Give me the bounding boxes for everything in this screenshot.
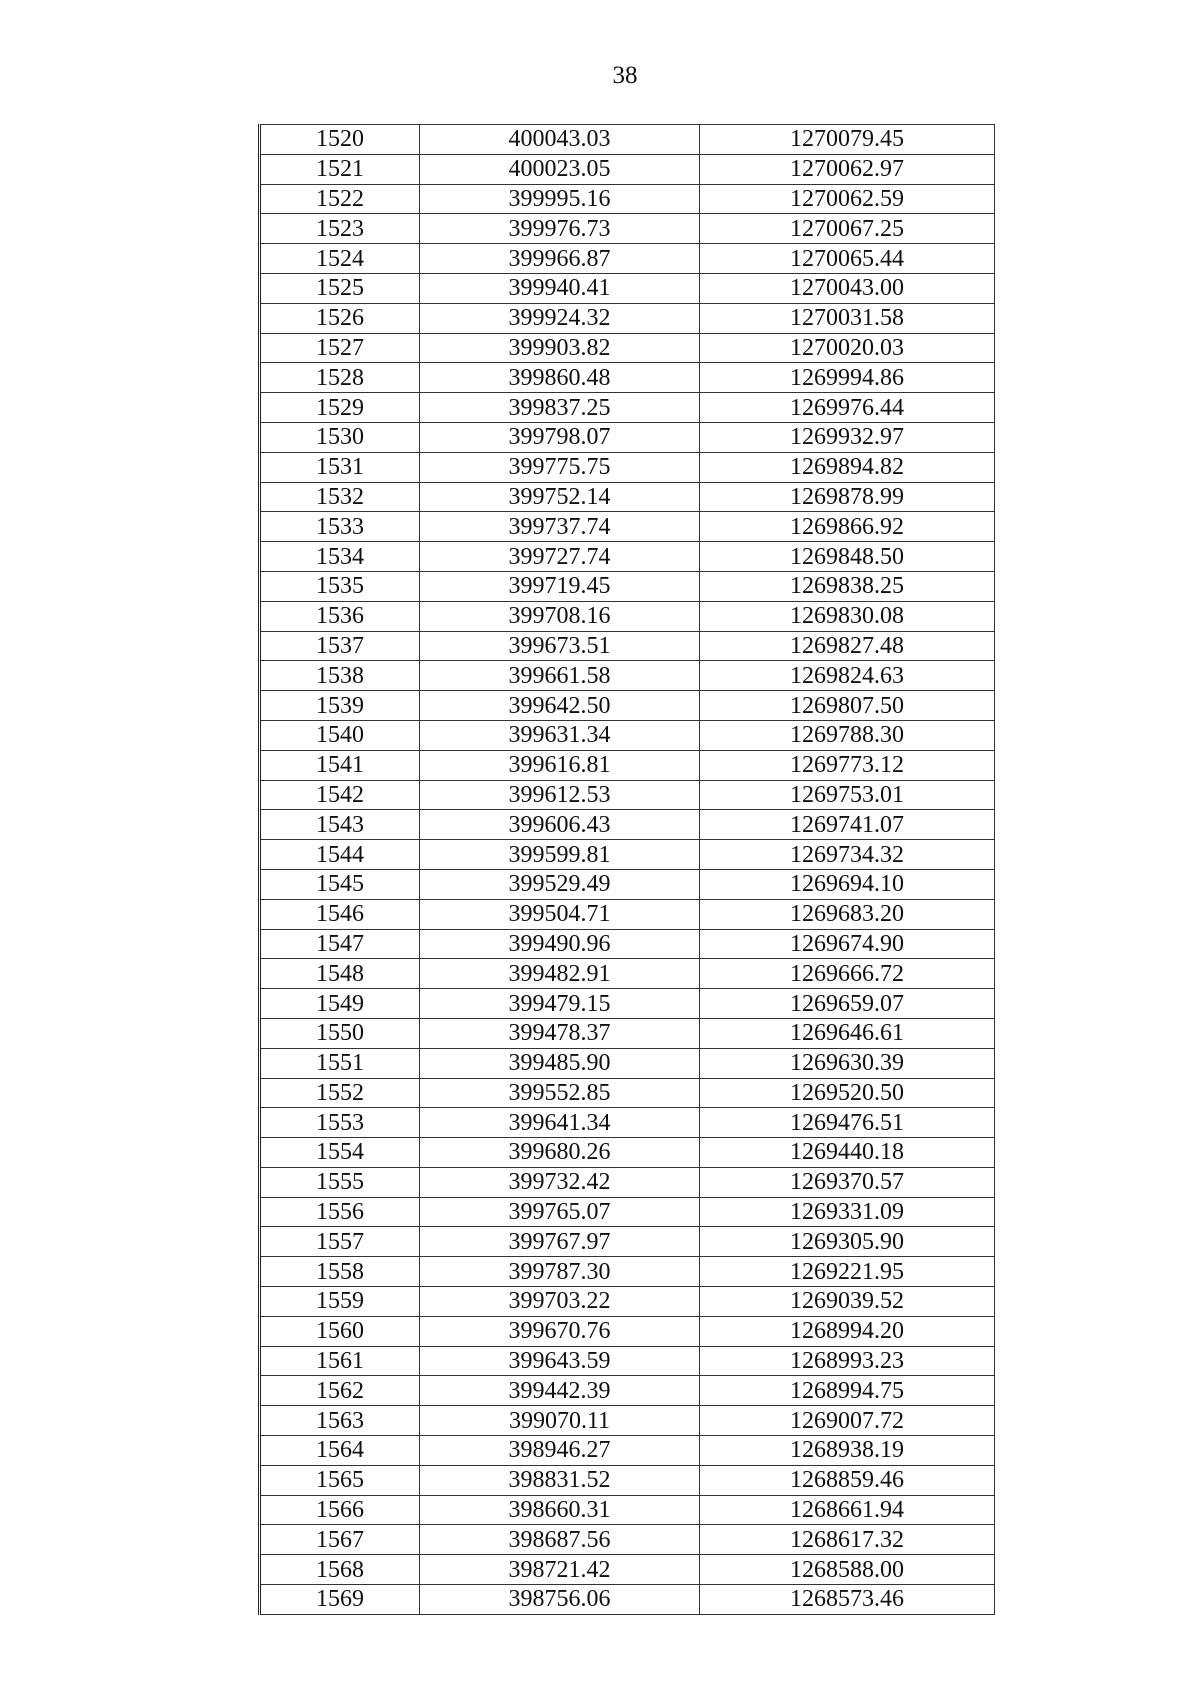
- x-coordinate-cell: 399442.39: [420, 1376, 700, 1406]
- y-coordinate-cell: 1270062.59: [700, 184, 995, 214]
- table-body: [260, 125, 995, 1615]
- table-row: [260, 244, 995, 274]
- point-number-cell: 1530: [260, 422, 420, 452]
- x-coordinate-cell: 399727.74: [420, 542, 700, 572]
- x-coordinate-cell: 399612.53: [420, 780, 700, 810]
- table-row: [260, 810, 995, 840]
- x-coordinate-cell: 399599.81: [420, 840, 700, 870]
- x-coordinate-cell: 399798.07: [420, 422, 700, 452]
- table-row: [260, 1465, 995, 1495]
- y-coordinate-cell: 1270062.97: [700, 154, 995, 184]
- y-coordinate-cell: 1269476.51: [700, 1108, 995, 1138]
- table-row: [260, 512, 995, 542]
- point-number-cell: 1557: [260, 1227, 420, 1257]
- y-coordinate-cell: 1269932.97: [700, 422, 995, 452]
- x-coordinate-cell: 399940.41: [420, 273, 700, 303]
- point-number-cell: 1524: [260, 244, 420, 274]
- point-number-cell: 1544: [260, 840, 420, 870]
- point-number-cell: 1555: [260, 1167, 420, 1197]
- x-coordinate-cell: 399670.76: [420, 1316, 700, 1346]
- table-row: [260, 542, 995, 572]
- point-number-cell: 1548: [260, 959, 420, 989]
- x-coordinate-cell: 399903.82: [420, 333, 700, 363]
- y-coordinate-cell: 1269674.90: [700, 929, 995, 959]
- table-row: [260, 929, 995, 959]
- y-coordinate-cell: 1269659.07: [700, 989, 995, 1019]
- x-coordinate-cell: 399703.22: [420, 1287, 700, 1317]
- table-row: [260, 1585, 995, 1615]
- table-row: [260, 1257, 995, 1287]
- y-coordinate-cell: 1269007.72: [700, 1406, 995, 1436]
- table-row: [260, 899, 995, 929]
- y-coordinate-cell: 1269305.90: [700, 1227, 995, 1257]
- x-coordinate-cell: 398687.56: [420, 1525, 700, 1555]
- table-row: [260, 363, 995, 393]
- y-coordinate-cell: 1268588.00: [700, 1555, 995, 1585]
- point-number-cell: 1562: [260, 1376, 420, 1406]
- point-number-cell: 1545: [260, 869, 420, 899]
- x-coordinate-cell: 399642.50: [420, 691, 700, 721]
- table-row: [260, 750, 995, 780]
- y-coordinate-cell: 1268573.46: [700, 1585, 995, 1615]
- table-row: [260, 1048, 995, 1078]
- table-row: [260, 661, 995, 691]
- y-coordinate-cell: 1269039.52: [700, 1287, 995, 1317]
- point-number-cell: 1529: [260, 393, 420, 423]
- point-number-cell: 1558: [260, 1257, 420, 1287]
- y-coordinate-cell: 1270031.58: [700, 303, 995, 333]
- x-coordinate-cell: 399775.75: [420, 452, 700, 482]
- point-number-cell: 1520: [260, 125, 420, 155]
- y-coordinate-cell: 1269773.12: [700, 750, 995, 780]
- y-coordinate-cell: 1269753.01: [700, 780, 995, 810]
- point-number-cell: 1546: [260, 899, 420, 929]
- x-coordinate-cell: 399504.71: [420, 899, 700, 929]
- x-coordinate-cell: 399708.16: [420, 601, 700, 631]
- table-row: [260, 1525, 995, 1555]
- table-row: [260, 303, 995, 333]
- x-coordinate-cell: 399485.90: [420, 1048, 700, 1078]
- x-coordinate-cell: 399924.32: [420, 303, 700, 333]
- y-coordinate-cell: 1269994.86: [700, 363, 995, 393]
- coordinates-table: [258, 124, 995, 1615]
- table-row: [260, 840, 995, 870]
- table-row: [260, 154, 995, 184]
- y-coordinate-cell: 1270067.25: [700, 214, 995, 244]
- point-number-cell: 1535: [260, 571, 420, 601]
- table-row: [260, 631, 995, 661]
- x-coordinate-cell: 399787.30: [420, 1257, 700, 1287]
- x-coordinate-cell: 398660.31: [420, 1495, 700, 1525]
- point-number-cell: 1528: [260, 363, 420, 393]
- table-row: [260, 1495, 995, 1525]
- x-coordinate-cell: 399732.42: [420, 1167, 700, 1197]
- table-row: [260, 720, 995, 750]
- y-coordinate-cell: 1269440.18: [700, 1138, 995, 1168]
- point-number-cell: 1534: [260, 542, 420, 572]
- x-coordinate-cell: 399631.34: [420, 720, 700, 750]
- x-coordinate-cell: 399976.73: [420, 214, 700, 244]
- point-number-cell: 1567: [260, 1525, 420, 1555]
- point-number-cell: 1565: [260, 1465, 420, 1495]
- x-coordinate-cell: 399616.81: [420, 750, 700, 780]
- x-coordinate-cell: 399606.43: [420, 810, 700, 840]
- y-coordinate-cell: 1268859.46: [700, 1465, 995, 1495]
- point-number-cell: 1526: [260, 303, 420, 333]
- y-coordinate-cell: 1269894.82: [700, 452, 995, 482]
- point-number-cell: 1561: [260, 1346, 420, 1376]
- x-coordinate-cell: 399479.15: [420, 989, 700, 1019]
- y-coordinate-cell: 1270079.45: [700, 125, 995, 155]
- x-coordinate-cell: 399552.85: [420, 1078, 700, 1108]
- table-row: [260, 1167, 995, 1197]
- y-coordinate-cell: 1268617.32: [700, 1525, 995, 1555]
- y-coordinate-cell: 1269878.99: [700, 482, 995, 512]
- point-number-cell: 1559: [260, 1287, 420, 1317]
- point-number-cell: 1551: [260, 1048, 420, 1078]
- y-coordinate-cell: 1269824.63: [700, 661, 995, 691]
- table-row: [260, 601, 995, 631]
- point-number-cell: 1553: [260, 1108, 420, 1138]
- y-coordinate-cell: 1269866.92: [700, 512, 995, 542]
- table-row: [260, 214, 995, 244]
- table-row: [260, 1197, 995, 1227]
- point-number-cell: 1533: [260, 512, 420, 542]
- table-row: [260, 1436, 995, 1466]
- y-coordinate-cell: 1269838.25: [700, 571, 995, 601]
- table-row: [260, 273, 995, 303]
- x-coordinate-cell: 399478.37: [420, 1018, 700, 1048]
- point-number-cell: 1543: [260, 810, 420, 840]
- y-coordinate-cell: 1269683.20: [700, 899, 995, 929]
- table-row: [260, 422, 995, 452]
- y-coordinate-cell: 1268994.75: [700, 1376, 995, 1406]
- x-coordinate-cell: 400043.03: [420, 125, 700, 155]
- y-coordinate-cell: 1268938.19: [700, 1436, 995, 1466]
- table-row: [260, 1376, 995, 1406]
- table-row: [260, 1078, 995, 1108]
- x-coordinate-cell: 399661.58: [420, 661, 700, 691]
- y-coordinate-cell: 1269827.48: [700, 631, 995, 661]
- point-number-cell: 1552: [260, 1078, 420, 1108]
- x-coordinate-cell: 399752.14: [420, 482, 700, 512]
- point-number-cell: 1566: [260, 1495, 420, 1525]
- x-coordinate-cell: 399641.34: [420, 1108, 700, 1138]
- point-number-cell: 1542: [260, 780, 420, 810]
- x-coordinate-cell: 399860.48: [420, 363, 700, 393]
- table-row: [260, 1018, 995, 1048]
- x-coordinate-cell: 399995.16: [420, 184, 700, 214]
- table-row: [260, 691, 995, 721]
- y-coordinate-cell: 1270020.03: [700, 333, 995, 363]
- point-number-cell: 1563: [260, 1406, 420, 1436]
- x-coordinate-cell: 399673.51: [420, 631, 700, 661]
- table-row: [260, 333, 995, 363]
- table-row: [260, 780, 995, 810]
- y-coordinate-cell: 1269646.61: [700, 1018, 995, 1048]
- point-number-cell: 1532: [260, 482, 420, 512]
- y-coordinate-cell: 1269520.50: [700, 1078, 995, 1108]
- table-row: [260, 125, 995, 155]
- point-number-cell: 1560: [260, 1316, 420, 1346]
- point-number-cell: 1527: [260, 333, 420, 363]
- table-row: [260, 959, 995, 989]
- point-number-cell: 1522: [260, 184, 420, 214]
- x-coordinate-cell: 399837.25: [420, 393, 700, 423]
- x-coordinate-cell: 399966.87: [420, 244, 700, 274]
- y-coordinate-cell: 1269830.08: [700, 601, 995, 631]
- x-coordinate-cell: 399490.96: [420, 929, 700, 959]
- x-coordinate-cell: 399643.59: [420, 1346, 700, 1376]
- point-number-cell: 1541: [260, 750, 420, 780]
- point-number-cell: 1564: [260, 1436, 420, 1466]
- point-number-cell: 1538: [260, 661, 420, 691]
- point-number-cell: 1540: [260, 720, 420, 750]
- point-number-cell: 1531: [260, 452, 420, 482]
- y-coordinate-cell: 1269788.30: [700, 720, 995, 750]
- x-coordinate-cell: 399529.49: [420, 869, 700, 899]
- table-row: [260, 1555, 995, 1585]
- x-coordinate-cell: 398946.27: [420, 1436, 700, 1466]
- y-coordinate-cell: 1269630.39: [700, 1048, 995, 1078]
- y-coordinate-cell: 1268994.20: [700, 1316, 995, 1346]
- table-row: [260, 1227, 995, 1257]
- table-row: [260, 989, 995, 1019]
- y-coordinate-cell: 1269741.07: [700, 810, 995, 840]
- point-number-cell: 1554: [260, 1138, 420, 1168]
- x-coordinate-cell: 398831.52: [420, 1465, 700, 1495]
- x-coordinate-cell: 399680.26: [420, 1138, 700, 1168]
- point-number-cell: 1536: [260, 601, 420, 631]
- table-row: [260, 393, 995, 423]
- x-coordinate-cell: 399767.97: [420, 1227, 700, 1257]
- table-row: [260, 1138, 995, 1168]
- y-coordinate-cell: 1269331.09: [700, 1197, 995, 1227]
- y-coordinate-cell: 1269666.72: [700, 959, 995, 989]
- x-coordinate-cell: 399765.07: [420, 1197, 700, 1227]
- y-coordinate-cell: 1269848.50: [700, 542, 995, 572]
- x-coordinate-cell: 400023.05: [420, 154, 700, 184]
- y-coordinate-cell: 1268661.94: [700, 1495, 995, 1525]
- x-coordinate-cell: 399737.74: [420, 512, 700, 542]
- point-number-cell: 1550: [260, 1018, 420, 1048]
- y-coordinate-cell: 1269221.95: [700, 1257, 995, 1287]
- table-row: [260, 1108, 995, 1138]
- y-coordinate-cell: 1269370.57: [700, 1167, 995, 1197]
- point-number-cell: 1556: [260, 1197, 420, 1227]
- x-coordinate-cell: 399482.91: [420, 959, 700, 989]
- y-coordinate-cell: 1270065.44: [700, 244, 995, 274]
- point-number-cell: 1523: [260, 214, 420, 244]
- y-coordinate-cell: 1269807.50: [700, 691, 995, 721]
- point-number-cell: 1521: [260, 154, 420, 184]
- x-coordinate-cell: 398721.42: [420, 1555, 700, 1585]
- y-coordinate-cell: 1268993.23: [700, 1346, 995, 1376]
- point-number-cell: 1525: [260, 273, 420, 303]
- table-row: [260, 1406, 995, 1436]
- y-coordinate-cell: 1270043.00: [700, 273, 995, 303]
- point-number-cell: 1549: [260, 989, 420, 1019]
- y-coordinate-cell: 1269734.32: [700, 840, 995, 870]
- page-number: 38: [612, 62, 638, 89]
- table-row: [260, 869, 995, 899]
- x-coordinate-cell: 398756.06: [420, 1585, 700, 1615]
- point-number-cell: 1539: [260, 691, 420, 721]
- table-row: [260, 1316, 995, 1346]
- table-row: [260, 571, 995, 601]
- point-number-cell: 1537: [260, 631, 420, 661]
- table-row: [260, 482, 995, 512]
- y-coordinate-cell: 1269694.10: [700, 869, 995, 899]
- table-row: [260, 1346, 995, 1376]
- point-number-cell: 1569: [260, 1585, 420, 1615]
- x-coordinate-cell: 399070.11: [420, 1406, 700, 1436]
- table-row: [260, 184, 995, 214]
- y-coordinate-cell: 1269976.44: [700, 393, 995, 423]
- point-number-cell: 1547: [260, 929, 420, 959]
- table-row: [260, 1287, 995, 1317]
- point-number-cell: 1568: [260, 1555, 420, 1585]
- x-coordinate-cell: 399719.45: [420, 571, 700, 601]
- table-row: [260, 452, 995, 482]
